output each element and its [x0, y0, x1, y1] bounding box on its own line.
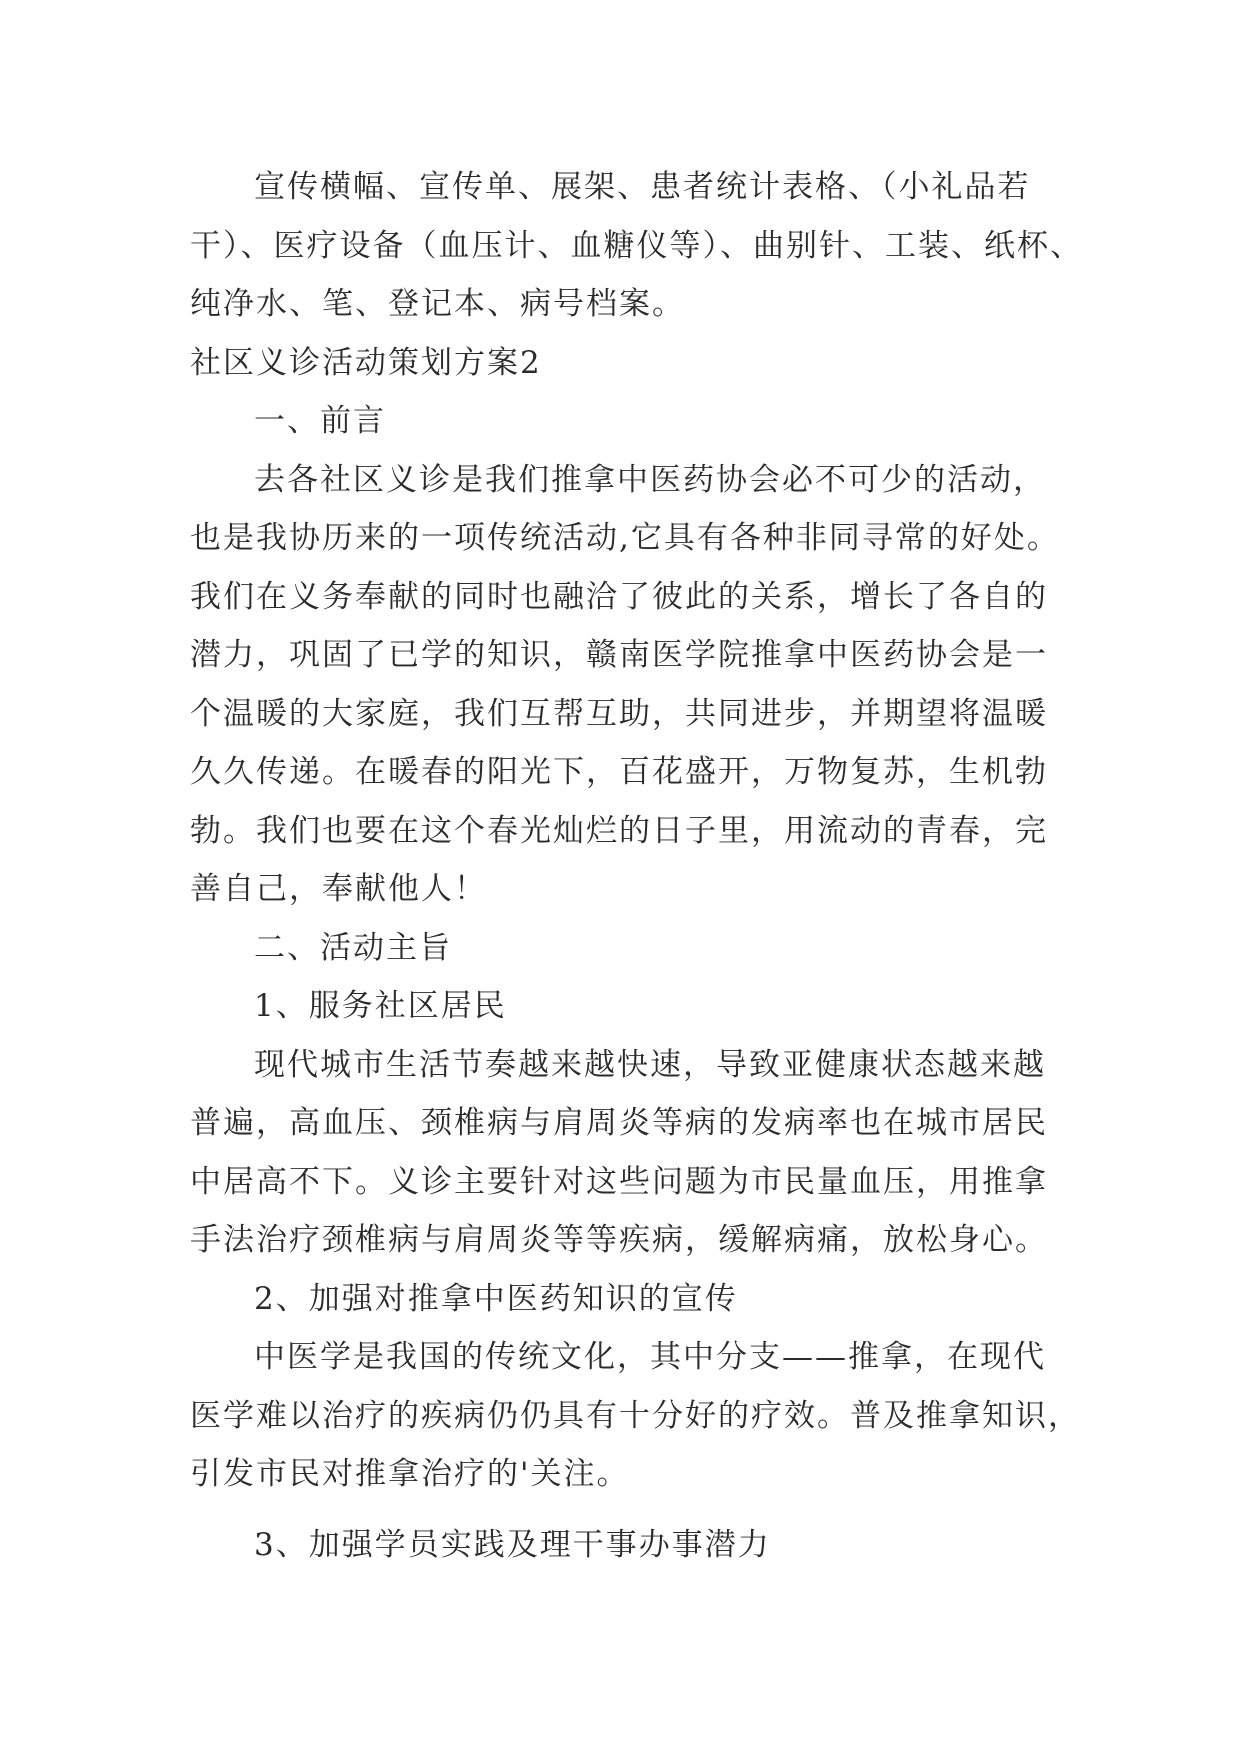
- body-line: 我们在义务奉献的同时也融洽了彼此的关系，增长了各自的: [190, 578, 1048, 615]
- body-line: 善自己，奉献他人！: [190, 871, 487, 907]
- body-line: 中医学是我国的传统文化，其中分支——推拿，在现代: [254, 1339, 1046, 1375]
- section-title: 社区义诊活动策划方案2: [190, 344, 542, 381]
- body-line: 医学难以治疗的疾病仍仍具有十分好的疗效。普及推拿知识，: [190, 1397, 1081, 1434]
- body-line: 现代城市生活节奏越来越快速，导致亚健康状态越来越: [254, 1046, 1046, 1083]
- body-line: 宣传横幅、宣传单、展架、患者统计表格、（小礼品若: [254, 169, 1031, 205]
- body-line: 纯净水、笔、登记本、病号档案。: [190, 286, 685, 322]
- body-line: 普遍，高血压、颈椎病与肩周炎等病的发病率也在城市居民: [190, 1105, 1048, 1141]
- body-line: 个温暖的大家庭，我们互帮互助，共同进步，并期望将温暖: [190, 695, 1048, 732]
- body-line: 勃。我们也要在这个春光灿烂的日子里，用流动的青春，完: [190, 812, 1048, 849]
- heading-preface: 一、前言: [254, 403, 386, 439]
- body-line: 中居高不下。义诊主要针对这些问题为市民量血压，用推拿: [190, 1163, 1048, 1200]
- document-body: [190, 158, 1083, 1574]
- body-line: 引发市民对推拿治疗的'关注。: [190, 1456, 630, 1492]
- subheading-1: 1、服务社区居民: [254, 988, 507, 1024]
- heading-purpose: 二、活动主旨: [254, 929, 452, 966]
- body-line: 久久传递。在暖春的阳光下，百花盛开，万物复苏，生机勃: [190, 754, 1048, 790]
- body-line: 干）、医疗设备（血压计、血糖仪等）、曲别针、工装、纸杯、: [190, 227, 1083, 264]
- subheading-2: 2、加强对推拿中医药知识的宣传: [254, 1280, 738, 1317]
- subheading-3: 3、加强学员实践及理干事办事潜力: [254, 1526, 771, 1563]
- body-line: 手法治疗颈椎病与肩周炎等等疾病，缓解病痛，放松身心。: [190, 1222, 1048, 1258]
- body-line: 潜力，巩固了已学的知识，赣南医学院推拿中医药协会是一: [190, 637, 1048, 673]
- body-line: 也是我协历来的一项传统活动,它具有各种非同寻常的好处。: [190, 520, 1060, 556]
- body-line: 去各社区义诊是我们推拿中医药协会必不可少的活动，: [254, 461, 1046, 498]
